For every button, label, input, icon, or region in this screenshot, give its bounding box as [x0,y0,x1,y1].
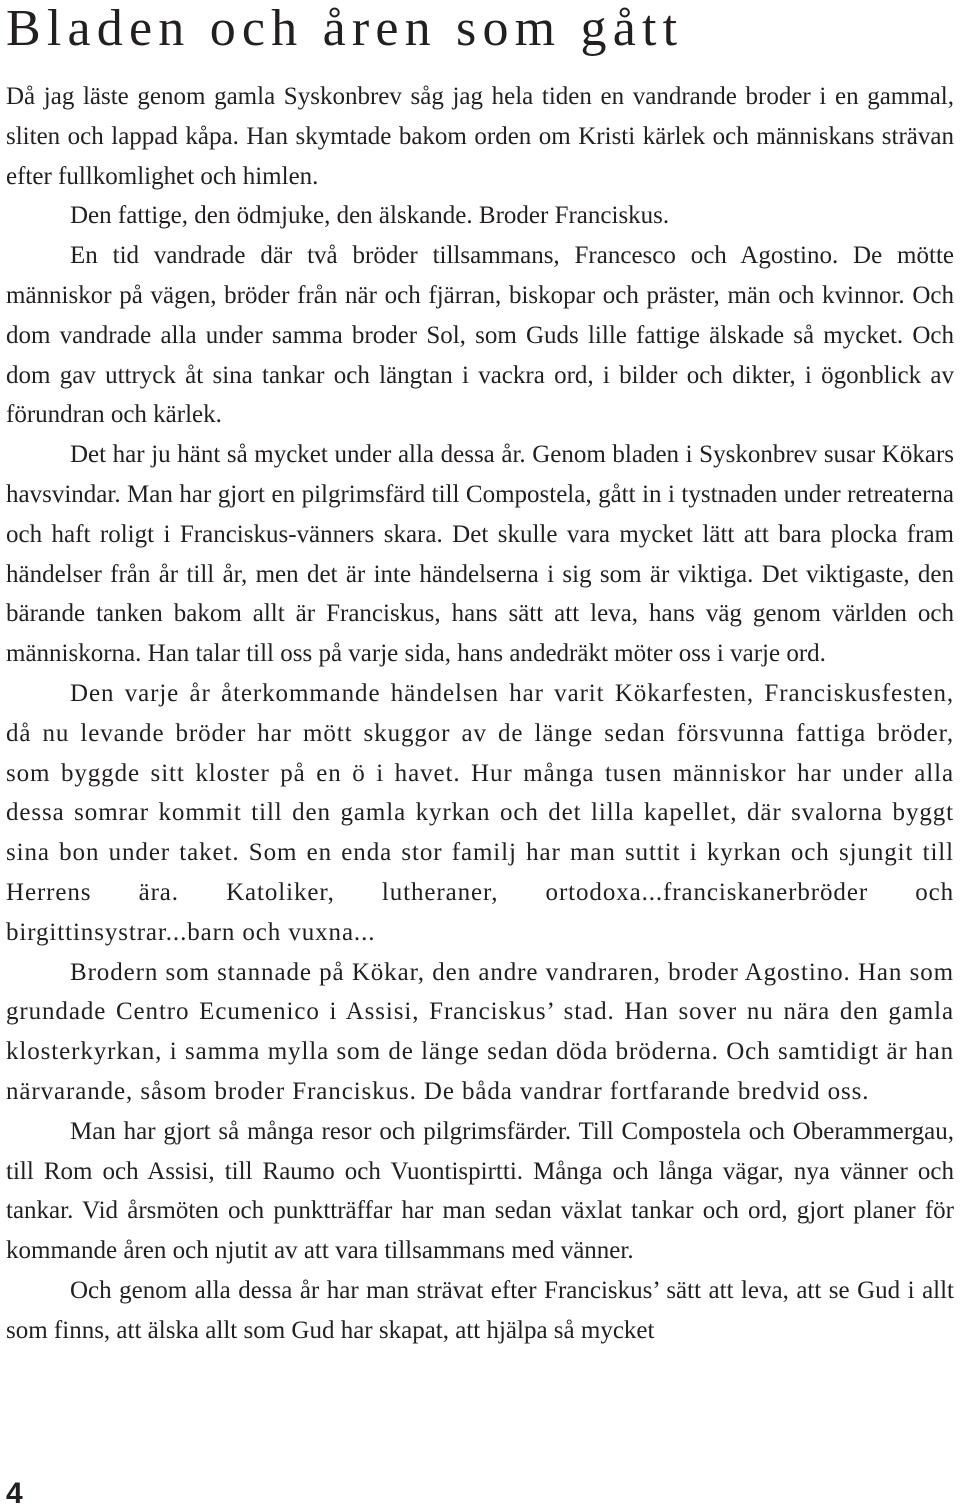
paragraph: Då jag läste genom gamla Syskonbrev såg jag hela tiden en vandrande broder i en gammal, sliten och lappad kåpa. Han skymtade bakom orden om Kristi kärlek och människans strävan efter fullkomlighet och himlen. [6,83,954,190]
paragraph: Brodern som stannade på Kökar, den andre vandraren, broder Agostino. Han som grundade Centro Ecumenico i Assisi, Franciskus’ stad. Han sover nu nära den gamla klosterkyrkan, i samma mylla som de länge sedan döda bröderna. Och samtidigt är han närvarande, såsom broder Franciskus. De båda vandrar fortfarande bredvid oss. [6,958,954,1105]
paragraph: Den varje år återkommande händelsen har varit Kökarfesten, Franciskusfesten, då nu levande bröder har mött skuggor av de länge sedan försvunna fattiga bröder, som byggde sitt kloster på en ö i havet. Hur många tusen människor har under alla dessa somrar kommit till den gamla kyrkan och det lilla kapellet, där svalorna byggt sina bon under taket. Som en enda stor familj har man suttit i kyrkan och sjungit till Herrens ära. Katoliker, lutheraner, ortodoxa...franciskanerbröder och birgittinsystrar...barn och vuxna... [6,679,954,946]
article-body [6,77,954,1351]
paragraph: En tid vandrade där två bröder tillsammans, Francesco och Agostino. De mötte människor på vägen, bröder från när och fjärran, biskopar och präster, män och kvinnor. Och dom vandrade alla under samma broder Sol, som Guds lille fattige älskade så mycket. Och dom gav uttryck åt sina tankar och längtan i vackra ord, i bilder och dikter, i ögonblick av förundran och kärlek. [6,242,954,429]
paragraph: Det har ju hänt så mycket under alla dessa år. Genom bladen i Syskonbrev susar Kökars havsvindar. Man har gjort en pilgrimsfärd till Compostela, gått in i tystnaden under retreaterna och haft roligt i Franciskus-vänners skara. Det skulle vara mycket lätt att bara plocka fram händelser från år till år, men det är inte händelserna i sig som är viktiga. Det viktigaste, den bärande tanken bakom allt är Franciskus, hans sätt att leva, hans väg genom världen och människorna. Han talar till oss på varje sida, hans andedräkt möter oss i varje ord. [6,441,954,668]
article-title: Bladen och åren som gått [6,0,684,57]
paragraph: Och genom alla dessa år har man strävat efter Franciskus’ sätt att leva, att se Gud i allt som finns, att älska allt som Gud har skapat, att hjälpa så mycket [6,1276,954,1344]
paragraph: Den fattige, den ödmjuke, den älskande. Broder Franciskus. [70,202,670,230]
page-number: 4 [6,1477,23,1510]
paragraph: Man har gjort så många resor och pilgrimsfärder. Till Compostela och Oberammergau, till Rom och Assisi, till Raumo och Vuontispirtti. Många och långa vägar, nya vänner och tankar. Vid årsmöten och punktträffar har man sedan växlat tankar och ord, gjort planer för kommande åren och njutit av att vara tillsammans med vänner. [6,1117,954,1265]
